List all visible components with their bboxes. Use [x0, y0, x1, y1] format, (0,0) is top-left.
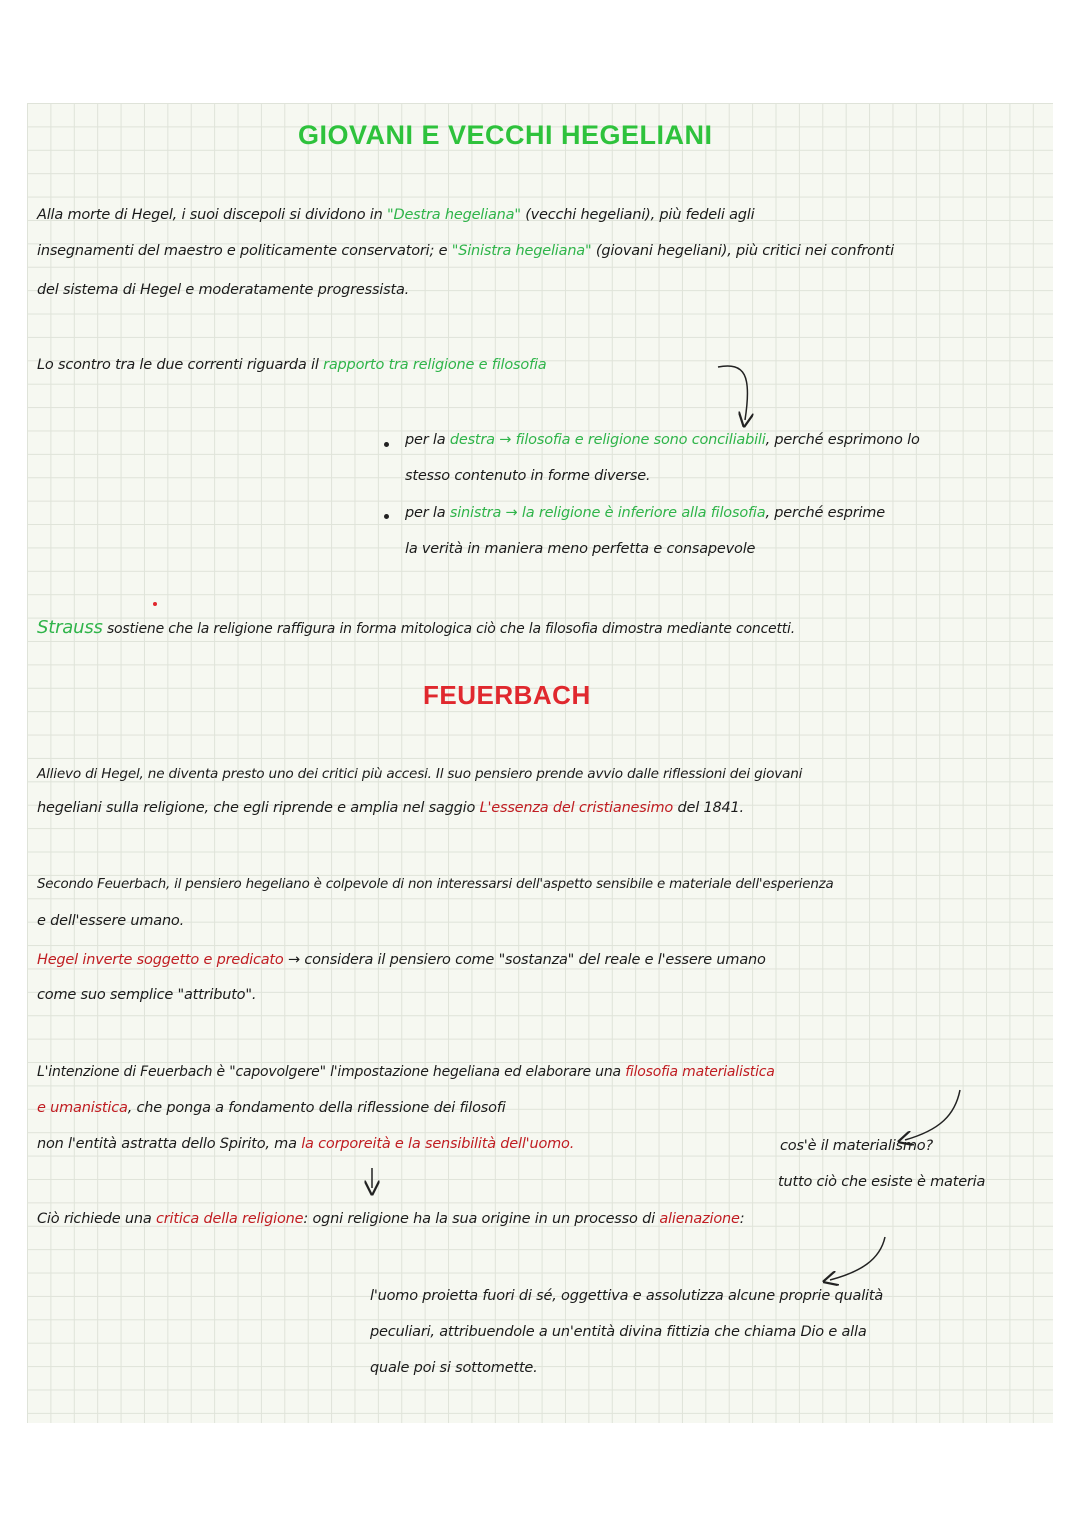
p5-l2a: e umanistica [37, 1100, 128, 1116]
p2-relation: rapporto tra religione e filosofia [323, 357, 547, 373]
b1c: , perché esprimono lo [765, 432, 920, 448]
p5-l4d: alienazione [659, 1211, 740, 1227]
note2: tutto ciò che esiste è materia [778, 1174, 986, 1190]
p3-l2a: hegeliani sulla religione, che egli riprende e amplia nel saggio [37, 800, 476, 816]
p4-l1: Secondo Feuerbach, il pensiero hegeliano è colpevole di non interessarsi dell'aspetto sensibile e materiale dell'esperienza [37, 877, 834, 892]
title-hegelians: GIOVANI E VECCHI HEGELIANI [298, 120, 713, 150]
p5-l1b: filosofia materialistica [625, 1064, 775, 1080]
p1-left-hegelians: "Sinistra hegeliana" [451, 243, 592, 259]
p4-l3a: Hegel inverte soggetto e predicato [37, 952, 284, 968]
b1d: stesso contenuto in forme diverse. [405, 468, 651, 484]
b1b: destra → filosofia e religione sono conciliabili [449, 432, 766, 448]
strauss-name: Strauss [37, 617, 103, 638]
b1a: per la [405, 432, 446, 448]
p1-l1c: (vecchi hegeliani), più fedeli agli [525, 207, 755, 223]
p1-l3: del sistema di Hegel e moderatamente progressista. [37, 282, 410, 298]
b2c: , perché esprime [765, 505, 885, 521]
title-feuerbach: FEUERBACH [423, 680, 591, 710]
p5-l3a: non l'entità astratta dello Spirito, ma [37, 1136, 297, 1152]
b2a: per la [405, 505, 446, 521]
strauss-text: sostiene che la religione raffigura in forma mitologica ciò che la filosofia dimostra mediante concetti. [106, 621, 795, 637]
p5-l4c: : ogni religione ha la sua origine in un processo di [303, 1211, 655, 1227]
arrow-to-materialism [905, 1090, 960, 1140]
p5-l3b: la corporeità e la sensibilità dell'uomo. [301, 1136, 575, 1152]
p6-text2: peculiari, attribuendole a un'entità divina fittizia che chiama Dio e alla [370, 1324, 867, 1340]
p6-text3: quale poi si sottomette. [370, 1360, 538, 1376]
p5-l1a: L'intenzione di Feuerbach è "capovolgere" l'impostazione hegeliana ed elaborare una [37, 1064, 621, 1080]
p5-l2b: , che ponga a fondamento della riflessione dei filosofi [127, 1100, 506, 1116]
p1-l2a: insegnamenti del maestro e politicamente conservatori; e [37, 243, 448, 259]
b2d: la verità in maniera meno perfetta e consapevole [405, 541, 756, 557]
p4-l4: come suo semplice "attributo". [37, 987, 257, 1003]
p1-l1a: Alla morte di Hegel, i suoi discepoli si dividono in [37, 207, 383, 223]
p5-l4e: : [739, 1211, 745, 1227]
arrow-to-bullets [718, 366, 748, 420]
b2b: sinistra → la religione è inferiore alla filosofia [449, 505, 766, 521]
p5-l4a: Ciò richiede una [37, 1211, 152, 1227]
p1-right-hegelians: "Destra hegeliana" [387, 207, 521, 223]
p2-l1a: Lo scontro tra le due correnti riguarda il [37, 357, 319, 373]
p4-l3b: → considera il pensiero come "sostanza" del reale e l'essere umano [287, 952, 766, 968]
p6-text1: l'uomo proietta fuori di sé, oggettiva e assolutizza alcune proprie qualità [370, 1288, 884, 1304]
note1: cos'è il materialismo? [780, 1138, 933, 1154]
p4-l2: e dell'essere umano. [37, 913, 185, 929]
red-dot [153, 602, 157, 606]
p5-l4b: critica della religione [155, 1211, 304, 1227]
p1-l2c: (giovani hegeliani), più critici nei confronti [595, 243, 894, 259]
p3-essay-title: L'essenza del cristianesimo [479, 800, 674, 816]
arrow-to-alienation [830, 1237, 885, 1280]
p3-l1: Allievo di Hegel, ne diventa presto uno dei critici più accesi. Il suo pensiero prende avvio dalle riflessioni dei giovani [37, 766, 803, 782]
p3-l2c: del 1841. [677, 800, 744, 816]
